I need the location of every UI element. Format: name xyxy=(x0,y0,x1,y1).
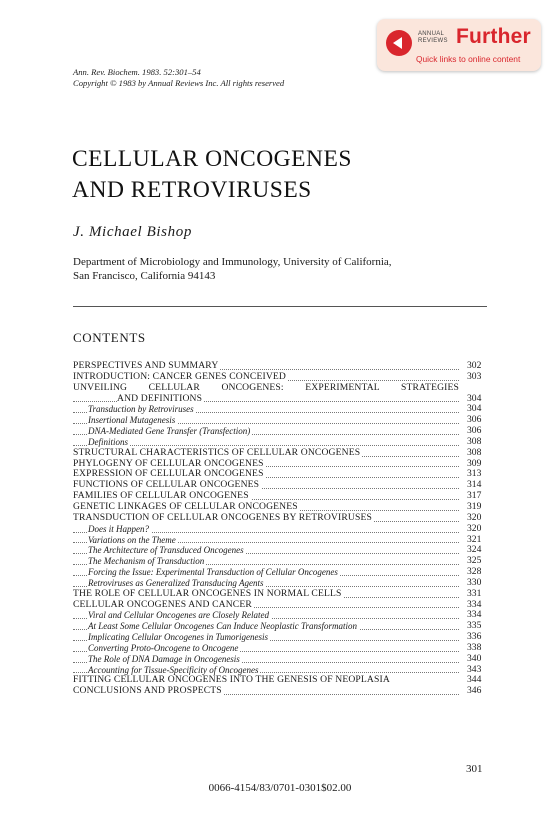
toc-entry-page: 320 xyxy=(467,511,482,523)
toc-entry-label: GENETIC LINKAGES OF CELLULAR ONCOGENES xyxy=(73,500,298,512)
toc-entry-page: 304 xyxy=(467,403,482,415)
toc-entry[interactable] xyxy=(73,556,489,567)
contents-heading: CONTENTS xyxy=(73,330,146,345)
toc-entry-label: Retroviruses as Generalized Transducing Agents xyxy=(88,577,264,588)
toc-entry-label: Variations on the Theme xyxy=(88,534,176,545)
toc-entry-label: STRUCTURAL CHARACTERISTICS OF CELLULAR ONCOGENES xyxy=(73,446,361,458)
toc-entry-label: THE ROLE OF CELLULAR ONCOGENES IN NORMAL CELLS xyxy=(73,587,342,599)
toc-entry-page: 313 xyxy=(467,468,482,480)
toc-entry-label: Does it Happen? xyxy=(88,523,149,534)
toc-entry-page: 308 xyxy=(467,446,482,458)
toc-entry-page: 334 xyxy=(467,598,482,610)
toc-entry-page: 338 xyxy=(467,641,482,653)
toc-entry[interactable] xyxy=(73,654,489,665)
toc-entry-page: 319 xyxy=(467,500,482,512)
toc-entry[interactable] xyxy=(73,643,489,654)
toc-entry[interactable] xyxy=(73,415,489,426)
page-number: 301 xyxy=(466,763,483,775)
price-code: 0066-4154/83/0701-0301$02.00 xyxy=(208,782,352,794)
toc-entry[interactable] xyxy=(73,621,489,632)
toc-entry[interactable] xyxy=(73,610,489,621)
toc-entry-page: 324 xyxy=(467,544,482,556)
toc-entry-page: 317 xyxy=(467,490,482,502)
further-badge-word: Further xyxy=(456,25,531,48)
toc-entry-page: 346 xyxy=(467,685,482,697)
table-of-contents xyxy=(73,361,489,697)
further-badge[interactable] xyxy=(377,19,541,71)
toc-entry-page: 302 xyxy=(467,360,482,371)
toc-entry-page: 344 xyxy=(467,674,482,686)
toc-entry-page: 334 xyxy=(467,609,482,621)
toc-entry-page: 330 xyxy=(467,576,482,588)
toc-entry-page: 304 xyxy=(467,392,482,404)
toc-entry[interactable] xyxy=(73,632,489,643)
toc-entry-label: PHYLOGENY OF CELLULAR ONCOGENES xyxy=(73,457,264,469)
toc-entry-label: UNVEILING CELLULAR ONCOGENES: EXPERIMENTAL STRATEGIES xyxy=(73,381,459,393)
toc-entry[interactable] xyxy=(73,426,489,437)
toc-entry-label: TRANSDUCTION OF CELLULAR ONCOGENES BY RETROVIRUSES xyxy=(73,511,372,523)
toc-entry[interactable] xyxy=(73,404,489,415)
article-title-line-2: AND RETROVIRUSES xyxy=(72,177,312,203)
toc-entry-label: PERSPECTIVES AND SUMMARY xyxy=(73,360,219,371)
toc-entry[interactable] xyxy=(73,535,489,546)
toc-entry-label: Implicating Cellular Oncogenes in Tumorigenesis xyxy=(88,632,268,643)
toc-entry-label: INTRODUCTION: CANCER GENES CONCEIVED xyxy=(73,370,286,382)
annual-reviews-logo-icon xyxy=(386,30,412,56)
toc-entry-label: FUNCTIONS OF CELLULAR ONCOGENES xyxy=(73,479,260,491)
toc-entry-label: Converting Proto-Oncogene to Oncogene xyxy=(88,642,239,653)
toc-entry[interactable] xyxy=(73,524,489,535)
toc-entry-page: 309 xyxy=(467,457,482,469)
toc-entry-label: The Mechanism of Transduction xyxy=(88,556,205,567)
toc-entry-label: The Role of DNA Damage in Oncogenesis xyxy=(88,653,240,664)
toc-entry-page: 308 xyxy=(467,435,482,447)
citation: Ann. Rev. Biochem. 1983. 52:301–54 xyxy=(73,67,201,77)
toc-entry-label: Transduction by Retroviruses xyxy=(88,404,194,415)
toc-entry-page: 335 xyxy=(467,620,482,632)
further-badge-tagline: Quick links to online content xyxy=(416,54,521,64)
toc-entry[interactable] xyxy=(73,600,489,611)
divider-rule xyxy=(73,306,487,307)
toc-entry-label: CELLULAR ONCOGENES AND CANCER xyxy=(73,598,252,610)
toc-entry-page: 325 xyxy=(467,555,482,567)
toc-entry-page: 336 xyxy=(467,631,482,643)
toc-entry[interactable] xyxy=(73,513,489,524)
toc-entry[interactable] xyxy=(73,589,489,600)
toc-entry-label: Viral and Cellular Oncogenes are Closely Related xyxy=(88,610,269,621)
toc-entry-label: Insertional Mutagenesis xyxy=(88,415,176,426)
toc-entry-label: The Architecture of Transduced Oncogenes xyxy=(88,545,244,556)
toc-entry-label: Definitions xyxy=(88,436,128,447)
affiliation-line-2: San Francisco, California 94143 xyxy=(73,270,216,282)
toc-entry-label: EXPRESSION OF CELLULAR ONCOGENES xyxy=(73,468,264,480)
author-name: J. Michael Bishop xyxy=(73,224,192,240)
toc-entry-label: FAMILIES OF CELLULAR ONCOGENES xyxy=(73,490,249,502)
toc-dot-leader xyxy=(73,445,459,446)
toc-entry-label: CONCLUSIONS AND PROSPECTS xyxy=(73,685,222,697)
copyright: Copyright © 1983 by Annual Reviews Inc. All rights reserved xyxy=(73,78,285,88)
toc-entry[interactable] xyxy=(73,383,489,394)
affiliation-line-1: Department of Microbiology and Immunology, University of California, xyxy=(73,256,392,268)
toc-entry-label: AND DEFINITIONS xyxy=(117,392,203,404)
toc-entry-page: 306 xyxy=(467,414,482,426)
article-title-line-1: CELLULAR ONCOGENES xyxy=(72,146,352,172)
toc-entry[interactable] xyxy=(73,394,489,405)
toc-entry-page: 331 xyxy=(467,587,482,599)
toc-entry[interactable] xyxy=(73,448,489,459)
toc-entry-label: At Least Some Cellular Oncogenes Can Induce Neoplastic Transformation xyxy=(88,621,357,632)
toc-entry-page: 306 xyxy=(467,425,482,437)
toc-entry-page: 314 xyxy=(467,479,482,491)
further-badge-brand: ANNUAL REVIEWS xyxy=(418,31,448,44)
toc-entry-page: 343 xyxy=(467,663,482,675)
toc-entry-label: Forcing the Issue: Experimental Transduction of Cellular Oncogenes xyxy=(88,567,338,578)
toc-entry[interactable] xyxy=(73,545,489,556)
toc-entry[interactable] xyxy=(73,567,489,578)
toc-entry[interactable] xyxy=(73,686,489,697)
toc-entry-label: DNA-Mediated Gene Transfer (Transfection) xyxy=(88,426,251,437)
toc-entry-page: 321 xyxy=(467,533,482,545)
toc-entry-page: 320 xyxy=(467,522,482,534)
toc-entry-label: Accounting for Tissue-Specificity of Oncogenes xyxy=(88,664,259,675)
toc-entry-label: FITTING CELLULAR ONCOGENES INTO THE GENESIS OF NEOPLASIA xyxy=(73,674,390,686)
toc-entry-page: 328 xyxy=(467,566,482,578)
toc-entry-page: 303 xyxy=(467,370,482,382)
toc-entry-page: 340 xyxy=(467,652,482,664)
